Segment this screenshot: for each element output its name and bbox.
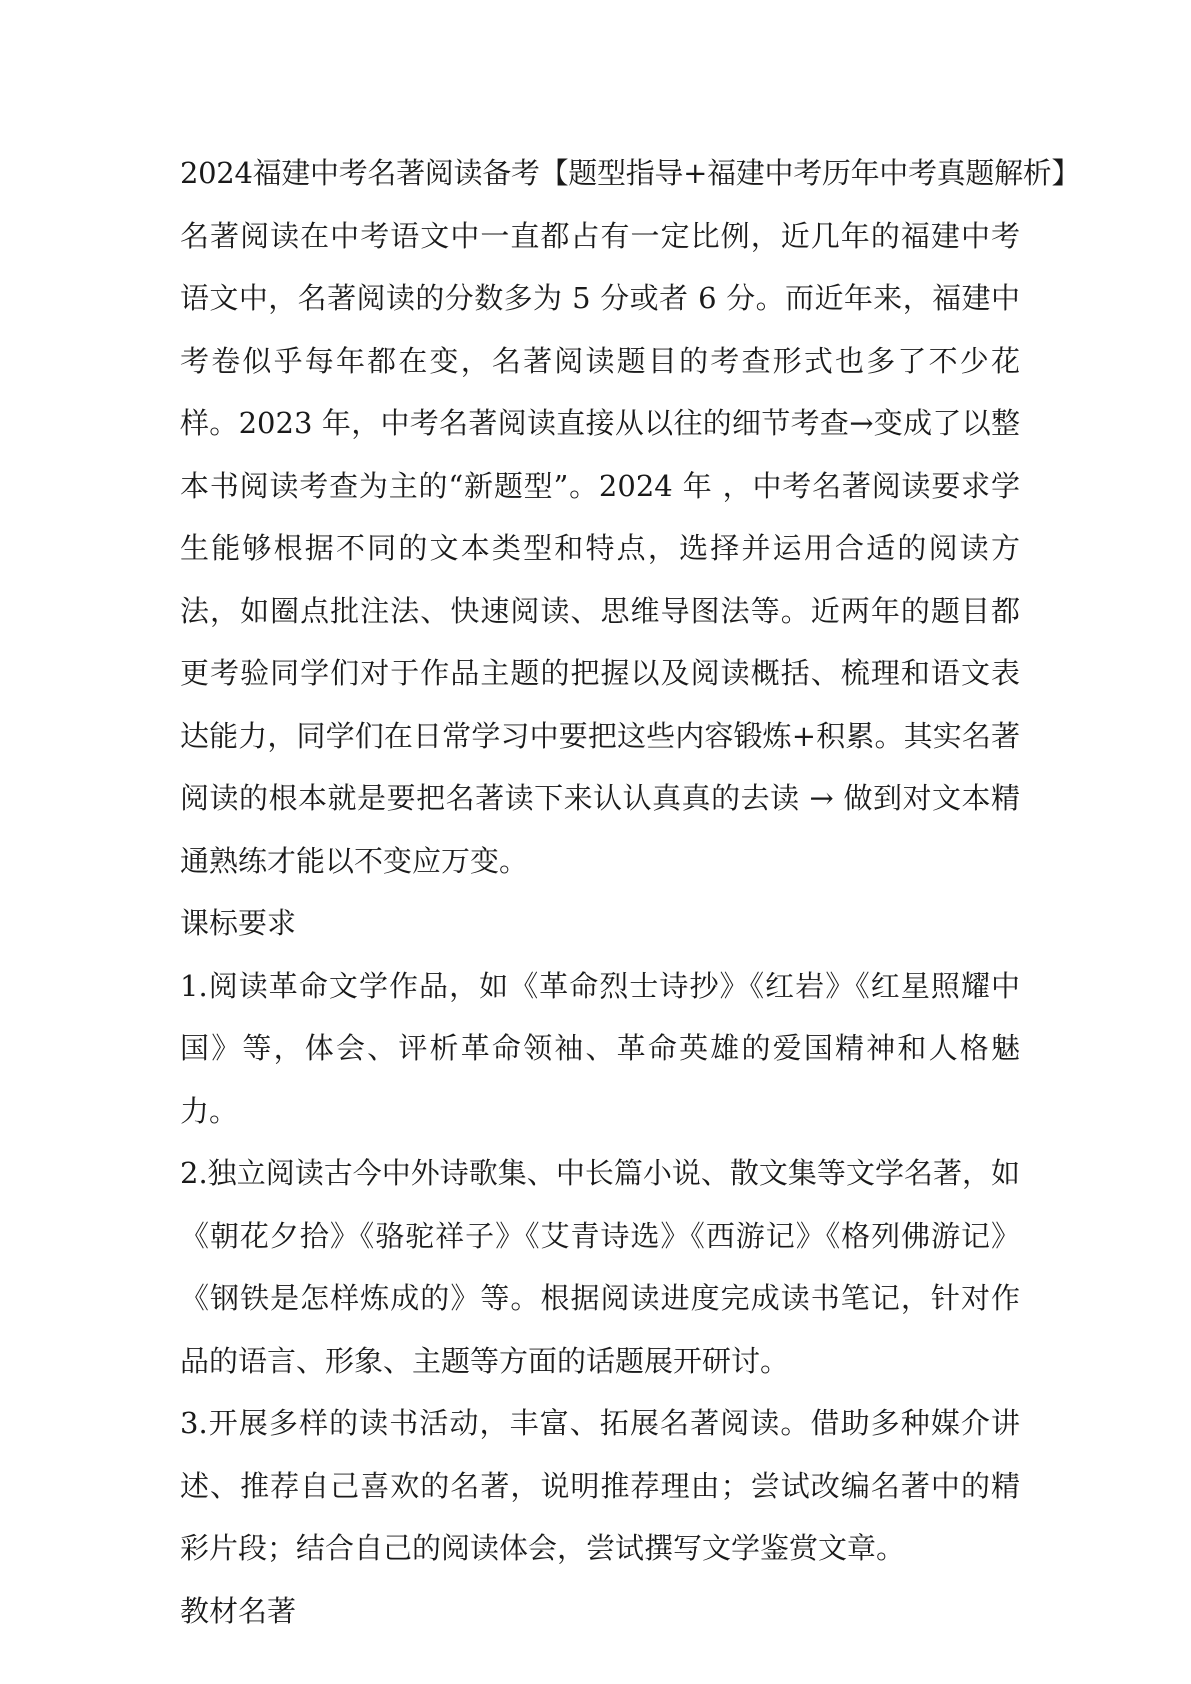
- document-page: [180, 142, 1081, 1642]
- intro-paragraph: 名著阅读在中考语文中一直都占有一定比例，近几年的福建中考语文中，名著阅读的分数多为 5 分或者 6 分。而近年来，福建中考卷似乎每年都在变，名著阅读题目的考查形式也多了不少花样。2023 年，中考名著阅读直接从以往的细节考查→变成了以整本书阅读考查为主的“新题型”。2024 年 ，中考名著阅读要求学生能够根据不同的文本类型和特点，选择并运用合适的阅读方法，如圈点批注法、快速阅读、思维导图法等。近两年的题目都更考验同学们对于作品主题的把握以及阅读概括、梳理和语文表达能力，同学们在日常学习中要把这些内容锻炼+积累。其实名著阅读的根本就是要把名著读下来认认真真的去读 → 做到对文本精通熟练才能以不变应万变。: [180, 218, 1020, 878]
- document-title: 2024福建中考名著阅读备考【题型指导+福建中考历年中考真题解析】: [180, 156, 1081, 190]
- curriculum-item-3: 3.开展多样的读书活动，丰富、拓展名著阅读。借助多种媒介讲述、推荐自己喜欢的名著，说明推荐理由；尝试改编名著中的精彩片段；结合自己的阅读体会，尝试撰写文学鉴赏文章。: [180, 1406, 1020, 1565]
- curriculum-item-2: 2.独立阅读古今中外诗歌集、中长篇小说、散文集等文学名著，如《朝花夕拾》《骆驼祥子》《艾青诗选》《西游记》《格列佛游记》《钢铁是怎样炼成的》等。根据阅读进度完成读书笔记，针对作品的语言、形象、主题等方面的话题展开研讨。: [180, 1156, 1020, 1378]
- section-heading-textbook-classics: 教材名著: [180, 1593, 297, 1628]
- curriculum-item-1: 1.阅读革命文学作品，如《革命烈士诗抄》《红岩》《红星照耀中国》等，体会、评析革命领袖、革命英雄的爱国精神和人格魅力。: [180, 968, 1020, 1128]
- section-heading-curriculum: 课标要求: [180, 906, 297, 940]
